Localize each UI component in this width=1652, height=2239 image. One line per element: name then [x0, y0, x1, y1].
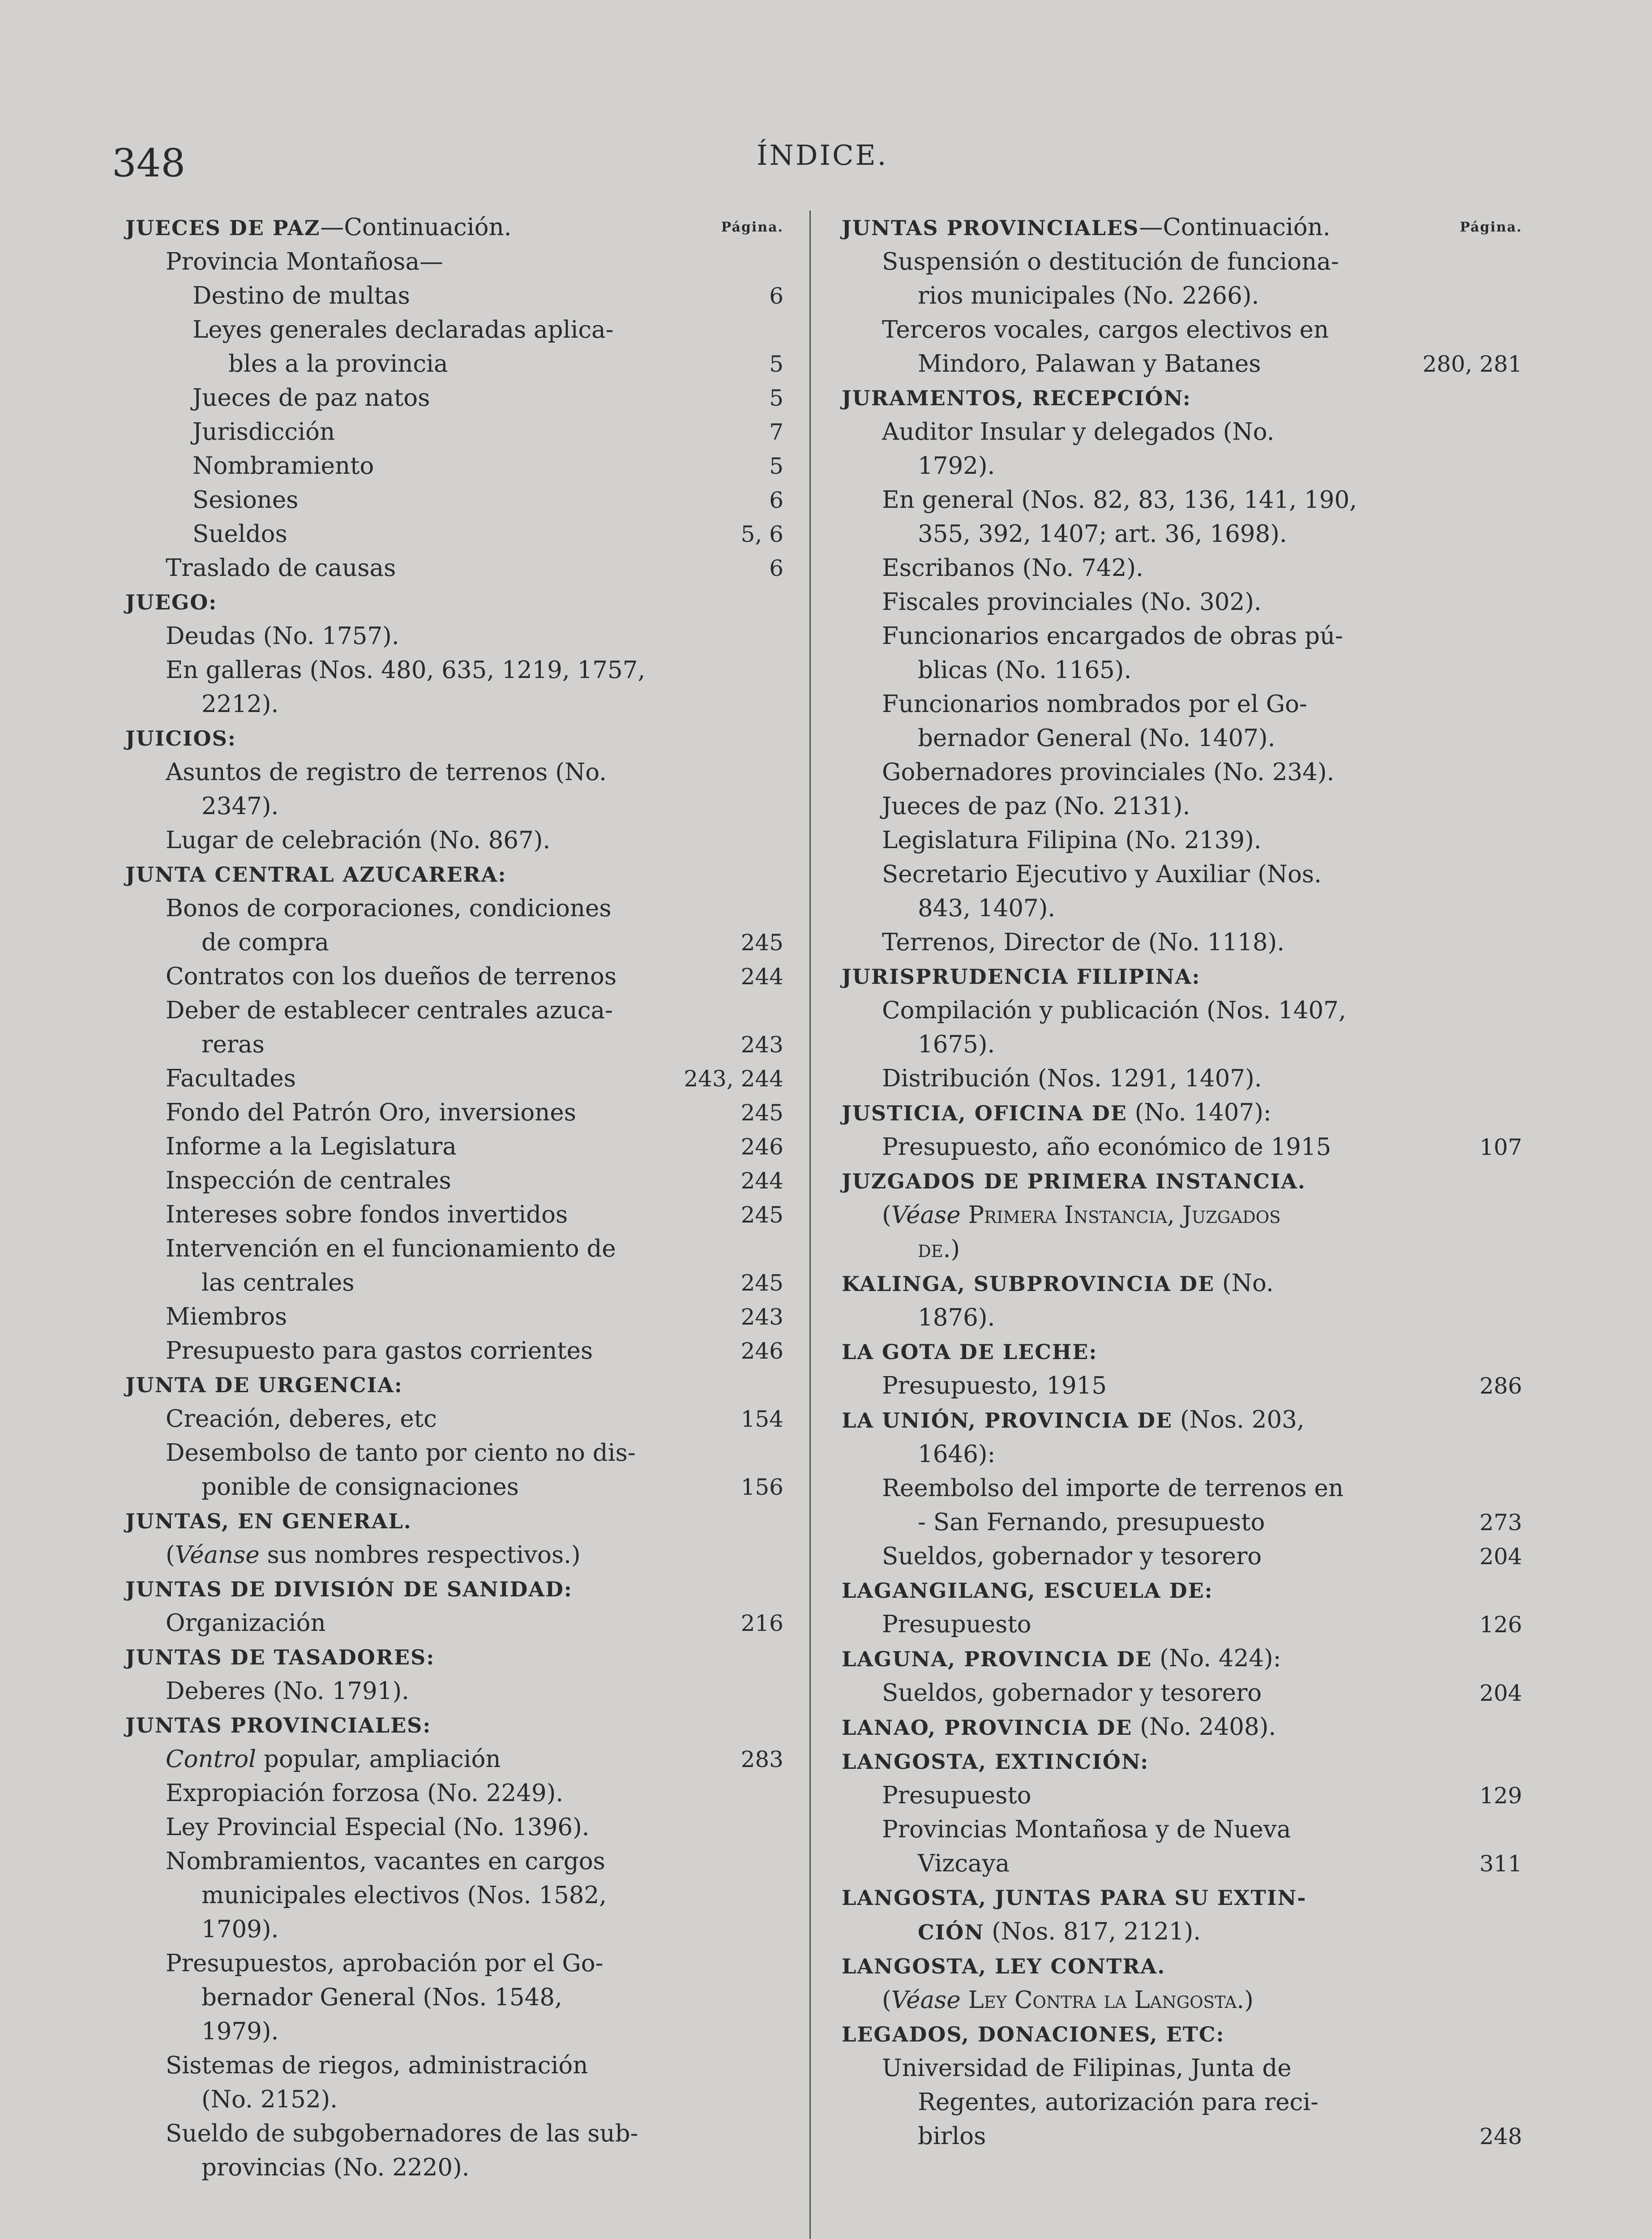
index-entry [842, 279, 1522, 313]
index-entry [125, 960, 783, 994]
entry-text: Jueces de paz natos [193, 384, 430, 412]
index-entry [125, 245, 783, 279]
index-heading [125, 210, 783, 245]
index-entry [125, 1130, 783, 1164]
page-ref: 280, 281 [1422, 351, 1522, 377]
pagina-label: Página. [1459, 219, 1522, 235]
entry-smallcaps: Ley Contra la Langosta.) [960, 1986, 1254, 2014]
entry-text: Organización [166, 1609, 326, 1637]
entry-text: JUNTAS PROVINCIALES [842, 216, 1139, 240]
entry-text: JUNTAS PROVINCIALES: [125, 1713, 432, 1737]
index-entry [125, 279, 783, 313]
entry-text: Universidad de Filipinas, Junta de [882, 2055, 1292, 2082]
entry-text: Creación, deberes, etc [166, 1405, 437, 1433]
entry-text: Presupuesto para gastos corrientes [166, 1337, 593, 1364]
entry-text: JUNTAS DE DIVISIÓN DE SANIDAD: [125, 1577, 573, 1601]
entry-text: JURISPRUDENCIA FILIPINA: [842, 965, 1201, 989]
entry-text: Nombramiento [193, 452, 374, 480]
page-ref: 286 [1479, 1373, 1522, 1399]
index-entry [125, 1028, 783, 1062]
index-entry [125, 347, 783, 381]
entry-text: Informe a la Legislatura [166, 1133, 457, 1160]
running-head: ÍNDICE. [757, 139, 888, 172]
index-entry [842, 1676, 1522, 1710]
index-entry [842, 824, 1522, 858]
entry-text: 1646): [918, 1441, 996, 1468]
index-heading [842, 1335, 1522, 1369]
index-entry [125, 483, 783, 517]
entry-text: JUZGADOS DE PRIMERA INSTANCIA. [842, 1169, 1306, 1193]
entry-text: Contratos con los dueños de terrenos [166, 963, 617, 990]
page-ref: 126 [1479, 1612, 1522, 1638]
entry-text: provincias (No. 2220). [201, 2154, 470, 2181]
entry-italic: Véase [891, 1986, 961, 2014]
index-column-left [125, 210, 783, 2185]
page-ref: 204 [1479, 1680, 1522, 1706]
index-entry [842, 687, 1522, 721]
index-entry [125, 1538, 783, 1572]
index-entry [842, 1369, 1522, 1403]
entry-prefix: ( [166, 1541, 175, 1569]
index-heading [842, 1096, 1522, 1130]
entry-text: LA GOTA DE LECHE: [842, 1340, 1098, 1364]
entry-text: Fiscales provinciales (No. 302). [882, 588, 1262, 616]
page-ref: 5 [769, 385, 783, 411]
column-divider [809, 210, 811, 2239]
entry-text: Escribanos (No. 742). [882, 554, 1143, 582]
index-entry [125, 789, 783, 824]
index-entry [125, 1981, 783, 2015]
index-entry [125, 2015, 783, 2049]
entry-text: - San Fernando, presupuesto [918, 1509, 1265, 1536]
entry-text: LANAO, PROVINCIA DE [842, 1716, 1133, 1740]
index-entry [842, 2085, 1522, 2119]
entry-text: Compilación y publicación (Nos. 1407, [882, 997, 1346, 1024]
index-entry [842, 653, 1522, 687]
page-ref: 244 [740, 1168, 783, 1194]
entry-text: En general (Nos. 82, 83, 136, 141, 190, [882, 486, 1357, 514]
entry-text: 1876). [918, 1304, 995, 1331]
index-entry [842, 755, 1522, 789]
index-entry [125, 415, 783, 449]
page-ref: 283 [740, 1746, 783, 1772]
index-entry [842, 1301, 1522, 1335]
page-ref: 243 [740, 1032, 783, 1058]
index-entry [842, 449, 1522, 483]
entry-text: JUNTA DE URGENCIA: [125, 1373, 403, 1397]
index-heading [125, 858, 783, 892]
entry-text: Miembros [166, 1303, 287, 1330]
entry-text: Provincia Montañosa— [166, 248, 444, 275]
index-entry [125, 517, 783, 551]
index-entry [125, 1913, 783, 1947]
index-entry [842, 1847, 1522, 1881]
entry-text: ponible de consignaciones [201, 1473, 519, 1501]
index-entry [125, 1300, 783, 1334]
entry-text: reras [201, 1031, 265, 1058]
entry-text: Sueldos, gobernador y tesorero [882, 1543, 1262, 1570]
entry-prefix: ( [882, 1201, 891, 1229]
entry-text: Terceros vocales, cargos electivos en [882, 316, 1329, 343]
entry-continuation: (No. 2408). [1132, 1713, 1276, 1741]
entry-italic: Véase [891, 1201, 961, 1229]
entry-text: Facultades [166, 1065, 296, 1092]
entry-text: Sistemas de riegos, administración [166, 2052, 588, 2079]
page-ref: 245 [740, 1202, 783, 1228]
index-heading [125, 721, 783, 755]
entry-text: Terrenos, Director de (No. 1118). [882, 929, 1285, 956]
index-column-right [842, 210, 1522, 2153]
index-entry [842, 926, 1522, 960]
index-entry [842, 347, 1522, 381]
index-entry [125, 994, 783, 1028]
index-entry [842, 313, 1522, 347]
entry-text: Jurisdicción [193, 418, 335, 446]
entry-text: 2212). [201, 691, 279, 718]
page-ref: 107 [1479, 1134, 1522, 1160]
index-entry [125, 755, 783, 789]
index-entry [125, 1232, 783, 1266]
index-heading [842, 1881, 1522, 1915]
entry-italic: Véanse [175, 1541, 260, 1569]
page-ref: 5 [769, 351, 783, 377]
entry-text: LANGOSTA, EXTINCIÓN: [842, 1750, 1149, 1774]
index-entry [842, 245, 1522, 279]
index-entry [842, 789, 1522, 824]
entry-text: LANGOSTA, JUNTAS PARA SU EXTIN- [842, 1886, 1307, 1910]
entry-text: de compra [201, 929, 329, 956]
page-ref: 245 [740, 930, 783, 956]
index-entry [842, 1062, 1522, 1096]
index-entry [125, 1198, 783, 1232]
index-entry [125, 313, 783, 347]
entry-text: 1709). [201, 1916, 279, 1943]
entry-continuation: (Nos. 203, [1173, 1406, 1305, 1433]
page-ref: 246 [740, 1134, 783, 1160]
page-ref: 248 [1479, 2123, 1522, 2149]
page-ref: 311 [1479, 1851, 1522, 1877]
index-entry [125, 449, 783, 483]
entry-text: Mindoro, Palawan y Batanes [918, 350, 1261, 377]
page-ref: 246 [740, 1338, 783, 1364]
entry-text: Nombramientos, vacantes en cargos [166, 1848, 605, 1875]
entry-text: Intereses sobre fondos invertidos [166, 1201, 568, 1228]
entry-text: Legislatura Filipina (No. 2139). [882, 827, 1262, 854]
index-heading [842, 1266, 1522, 1301]
entry-text: 1979). [201, 2018, 279, 2045]
entry-text: Leyes generales declaradas aplica- [193, 316, 614, 343]
index-entry [125, 1879, 783, 1913]
entry-text: Gobernadores provinciales (No. 234). [882, 759, 1335, 786]
page-ref: 245 [740, 1270, 783, 1296]
entry-text: 843, 1407). [918, 895, 1056, 922]
index-entry [125, 2117, 783, 2151]
index-entry [125, 2151, 783, 2185]
page-ref: 243 [740, 1304, 783, 1330]
index-entry [125, 619, 783, 653]
entry-text: Presupuesto, año económico de 1915 [882, 1133, 1331, 1161]
entry-text: Jueces de paz (No. 2131). [882, 793, 1190, 820]
index-entry [125, 892, 783, 926]
pagina-label: Página. [721, 219, 783, 235]
entry-text: JUICIOS: [125, 726, 236, 751]
entry-text: Sueldos [193, 520, 287, 548]
index-heading [842, 1574, 1522, 1608]
entry-text: Desembolso de tanto por ciento no dis- [166, 1439, 636, 1467]
index-entry [125, 1096, 783, 1130]
entry-text: Sueldos, gobernador y tesorero [882, 1679, 1262, 1707]
index-entry [842, 1779, 1522, 1813]
index-heading [842, 1745, 1522, 1779]
index-entry [842, 2051, 1522, 2085]
index-entry [125, 1164, 783, 1198]
entry-smallcaps: de.) [918, 1235, 960, 1263]
entry-continuation: —Continuación. [320, 214, 512, 241]
entry-text: Deber de establecer centrales azuca- [166, 997, 613, 1024]
index-entry [842, 721, 1522, 755]
index-entry [125, 1606, 783, 1640]
entry-text: Inspección de centrales [166, 1167, 451, 1194]
entry-text: LEGADOS, DONACIONES, ETC: [842, 2022, 1225, 2046]
entry-text: 355, 392, 1407; art. 36, 1698). [918, 520, 1287, 548]
index-entry [842, 1437, 1522, 1471]
entry-text: Provincias Montañosa y de Nueva [882, 1816, 1291, 1843]
index-heading [842, 1710, 1522, 1745]
entry-text: (No. 2152). [201, 2086, 338, 2113]
index-entry [125, 1810, 783, 1844]
index-entry [842, 585, 1522, 619]
index-entry [842, 619, 1522, 653]
entry-prefix: ( [882, 1986, 891, 2014]
index-entry [125, 1436, 783, 1470]
index-entry [125, 926, 783, 960]
entry-text: LANGOSTA, LEY CONTRA. [842, 1954, 1166, 1978]
entry-text: Lugar de celebración (No. 867). [166, 827, 551, 854]
index-entry [842, 551, 1522, 585]
page-ref: 156 [740, 1474, 783, 1500]
entry-text: Sesiones [193, 486, 299, 514]
index-entry [125, 687, 783, 721]
entry-text: JUECES DE PAZ [125, 216, 321, 240]
page-ref: 243, 244 [684, 1066, 783, 1092]
index-heading [125, 585, 783, 619]
entry-italic: Control [166, 1746, 257, 1773]
entry-text: 2347). [201, 793, 279, 820]
index-entry [125, 1674, 783, 1708]
entry-text: Auditor Insular y delegados (No. [882, 418, 1275, 446]
entry-text: popular, ampliación [256, 1746, 501, 1773]
entry-text: bernador General (Nos. 1548, [201, 1984, 562, 2011]
index-heading [842, 960, 1522, 994]
index-entry [842, 1028, 1522, 1062]
entry-continuation: (No. 424): [1152, 1645, 1281, 1672]
entry-text: Fondo del Patrón Oro, inversiones [166, 1099, 576, 1126]
page-ref: 273 [1479, 1510, 1522, 1536]
index-heading [842, 1164, 1522, 1198]
entry-text: Asuntos de registro de terrenos (No. [166, 759, 607, 786]
index-entry [125, 1334, 783, 1368]
entry-text: Presupuesto [882, 1611, 1031, 1638]
entry-text: Bonos de corporaciones, condiciones [166, 895, 612, 922]
index-entry [125, 1844, 783, 1879]
entry-text: Presupuesto, 1915 [882, 1372, 1107, 1399]
index-entry [842, 1198, 1522, 1232]
index-entry [125, 1776, 783, 1810]
index-heading [125, 1708, 783, 1742]
entry-text: birlos [918, 2123, 986, 2150]
index-entry [125, 381, 783, 415]
entry-text: KALINGA, SUBPROVINCIA DE [842, 1272, 1215, 1296]
entry-text: Deberes (No. 1791). [166, 1677, 410, 1705]
index-heading [842, 381, 1522, 415]
page-ref: 6 [769, 487, 783, 513]
index-entry [125, 1742, 783, 1776]
page-ref: 5, 6 [740, 521, 783, 547]
entry-text: bernador General (No. 1407). [918, 725, 1275, 752]
entry-text: municipales electivos (Nos. 1582, [201, 1882, 607, 1909]
entry-text: Intervención en el funcionamiento de [166, 1235, 616, 1262]
entry-text: Suspensión o destitución de funciona- [882, 248, 1339, 275]
entry-text: Vizcaya [918, 1850, 1010, 1877]
index-heading [842, 2017, 1522, 2051]
entry-continuation: (No. [1215, 1270, 1274, 1297]
index-entry [842, 1813, 1522, 1847]
entry-text: JUEGO: [125, 590, 218, 614]
index-heading [842, 1949, 1522, 1983]
page-ref: 7 [769, 419, 783, 445]
page-ref: 5 [769, 453, 783, 479]
entry-text: rios municipales (No. 2266). [918, 282, 1259, 309]
index-heading [842, 210, 1522, 245]
entry-text: sus nombres respectivos.) [259, 1541, 581, 1569]
entry-text: Deudas (No. 1757). [166, 622, 399, 650]
page-ref: 129 [1479, 1783, 1522, 1809]
entry-text: Reembolso del importe de terrenos en [882, 1475, 1344, 1502]
entry-text: JUSTICIA, OFICINA DE [842, 1101, 1127, 1125]
index-entry [125, 1402, 783, 1436]
index-entry [842, 1471, 1522, 1506]
page-ref: 244 [740, 964, 783, 990]
index-heading [842, 1403, 1522, 1437]
entry-text: Destino de multas [193, 282, 410, 309]
index-entry [842, 1983, 1522, 2017]
entry-text: LA UNIÓN, PROVINCIA DE [842, 1408, 1173, 1433]
index-heading [842, 1915, 1522, 1949]
index-entry [842, 2119, 1522, 2153]
entry-text: Traslado de causas [166, 554, 396, 582]
page-ref: 6 [769, 555, 783, 581]
index-entry [125, 2083, 783, 2117]
entry-text: Presupuestos, aprobación por el Go- [166, 1950, 603, 1977]
index-entry [842, 483, 1522, 517]
entry-text: Expropiación forzosa (No. 2249). [166, 1780, 564, 1807]
index-heading [125, 1504, 783, 1538]
index-entry [125, 653, 783, 687]
entry-text: 1792). [918, 452, 995, 480]
entry-continuation: (Nos. 817, 2121). [984, 1918, 1201, 1945]
entry-text: Regentes, autorización para reci- [918, 2089, 1319, 2116]
page-number: 348 [112, 141, 186, 186]
entry-text: Funcionarios nombrados por el Go- [882, 691, 1307, 718]
entry-text: Funcionarios encargados de obras pú- [882, 622, 1344, 650]
index-entry [842, 1232, 1522, 1266]
entry-text: 1675). [918, 1031, 995, 1058]
entry-text: En galleras (Nos. 480, 635, 1219, 1757, [166, 656, 646, 684]
page-ref: 154 [740, 1406, 783, 1432]
page-ref: 6 [769, 283, 783, 309]
index-entry [842, 1506, 1522, 1540]
entry-smallcaps: Primera Instancia, Juzgados [960, 1201, 1281, 1229]
index-heading [125, 1368, 783, 1402]
entry-text: JUNTAS, EN GENERAL. [125, 1509, 412, 1533]
index-entry [842, 1608, 1522, 1642]
index-entry [125, 1062, 783, 1096]
index-entry [842, 1540, 1522, 1574]
index-heading [125, 1572, 783, 1606]
entry-continuation: —Continuación. [1139, 214, 1331, 241]
page-ref: 216 [740, 1610, 783, 1636]
entry-text: Presupuesto [882, 1782, 1031, 1809]
index-entry [842, 415, 1522, 449]
index-entry [842, 517, 1522, 551]
entry-text: bles a la provincia [228, 350, 448, 377]
index-entry [125, 551, 783, 585]
index-heading [125, 1640, 783, 1674]
entry-text: JURAMENTOS, RECEPCIÓN: [842, 386, 1191, 410]
index-entry [842, 994, 1522, 1028]
entry-text: JUNTA CENTRAL AZUCARERA: [125, 862, 507, 887]
entry-text: LAGANGILANG, ESCUELA DE: [842, 1578, 1213, 1603]
entry-text: LAGUNA, PROVINCIA DE [842, 1647, 1152, 1671]
entry-text: blicas (No. 1165). [918, 656, 1132, 684]
index-entry [842, 1130, 1522, 1164]
entry-text: Distribución (Nos. 1291, 1407). [882, 1065, 1262, 1092]
index-entry [125, 2049, 783, 2083]
index-entry [125, 1266, 783, 1300]
entry-text: CIÓN [918, 1920, 984, 1944]
index-entry [842, 858, 1522, 892]
page-ref: 204 [1479, 1544, 1522, 1570]
entry-text: Secretario Ejecutivo y Auxiliar (Nos. [882, 861, 1322, 888]
page-ref: 245 [740, 1100, 783, 1126]
entry-text: Sueldo de subgobernadores de las sub- [166, 2120, 638, 2147]
index-entry [125, 1947, 783, 1981]
index-heading [842, 1642, 1522, 1676]
entry-text: JUNTAS DE TASADORES: [125, 1645, 435, 1669]
index-entry [125, 1470, 783, 1504]
entry-text: Ley Provincial Especial (No. 1396). [166, 1814, 590, 1841]
entry-continuation: (No. 1407): [1127, 1099, 1271, 1126]
index-entry [125, 824, 783, 858]
index-entry [842, 892, 1522, 926]
entry-text: las centrales [201, 1269, 355, 1296]
